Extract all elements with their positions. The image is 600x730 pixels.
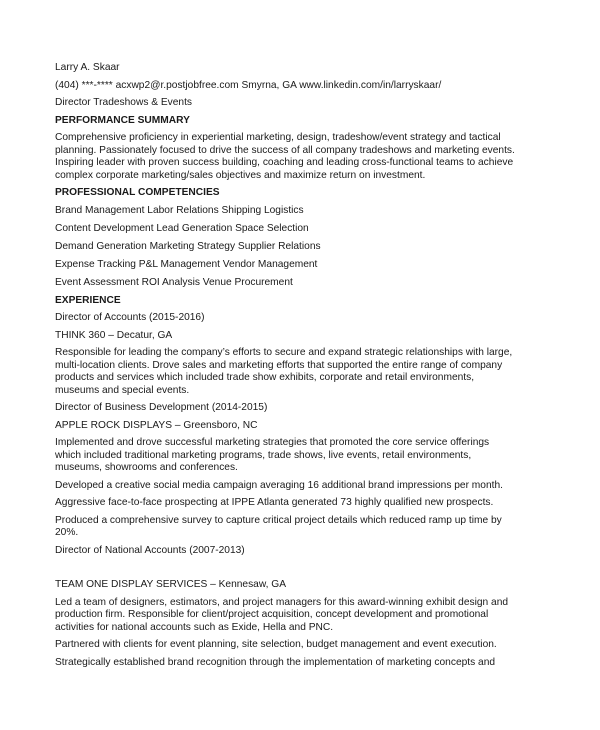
summary-text: Comprehensive proficiency in experiential marketing, design, tradeshow/event strategy and tactical planning. Passionately focused to drive the success of all company tradeshows and marketing events. Inspiring leader with proven success building, coaching and leading cross-functional teams to achieve complex corporate marketing/sales objectives and maximize return on investment. [55,132,515,181]
job-title: Director Tradeshows & Events [55,97,193,108]
competency-item: Content Development Lead Generation Space Selection [55,222,309,234]
job-bullet: Developed a creative social media campaign averaging 16 additional brand impressions per month. [55,479,503,491]
resume-content [55,62,515,674]
competencies-heading: PROFESSIONAL COMPETENCIES [55,187,220,198]
job-bullet: Produced a comprehensive survey to capture critical project details which reduced ramp up time by 20%. [55,514,502,538]
spacer [55,562,515,579]
competency-item: Demand Generation Marketing Strategy Supplier Relations [55,240,321,252]
contact-info: (404) ***-**** acxwp2@r.postjobfree.com Smyrna, GA www.linkedin.com/in/larryskaar/ [55,79,442,91]
candidate-name: Larry A. Skaar [55,62,120,73]
summary-heading: PERFORMANCE SUMMARY [55,114,190,126]
job-company: THINK 360 – Decatur, GA [55,329,173,341]
job-company: TEAM ONE DISPLAY SERVICES – Kennesaw, GA [55,579,287,590]
job-bullet: Strategically established brand recognition through the implementation of marketing concepts and [55,656,496,668]
job-bullet: Implemented and drove successful marketing strategies that promoted the core service offerings which included traditional marketing programs, trade shows, live events, retail environments, museums, showrooms and conferences. [55,437,490,473]
competency-item: Brand Management Labor Relations Shipping Logistics [55,204,304,216]
job-role: Director of National Accounts (2007-2013) [55,544,245,556]
job-role: Director of Accounts (2015-2016) [55,312,205,323]
competency-item: Event Assessment ROI Analysis Venue Procurement [55,276,293,288]
experience-heading: EXPERIENCE [55,294,121,306]
competency-item: Expense Tracking P&L Management Vendor Management [55,258,318,270]
job-company: APPLE ROCK DISPLAYS – Greensboro, NC [55,419,258,431]
job-bullet: Led a team of designers, estimators, and project managers for this award-winning exhibit design and production firm. Responsible for client/project acquisition, concept development and promotional activities for national accounts such as Exide, Hella and PNC. [55,596,509,633]
job-role: Director of Business Development (2014-2015) [55,402,268,413]
job-bullet: Partnered with clients for event planning, site selection, budget management and event execution. [55,639,497,650]
job-bullet: Aggressive face-to-face prospecting at IPPE Atlanta generated 73 highly qualified new prospects. [55,497,494,508]
job-bullet: Responsible for leading the company’s efforts to secure and expand strategic relationships with large, multi-location clients. Drove sales and marketing efforts that supported the entire range of company products and services which included trade show exhibits, corporate and retail environments, museums and special events. [55,347,513,396]
